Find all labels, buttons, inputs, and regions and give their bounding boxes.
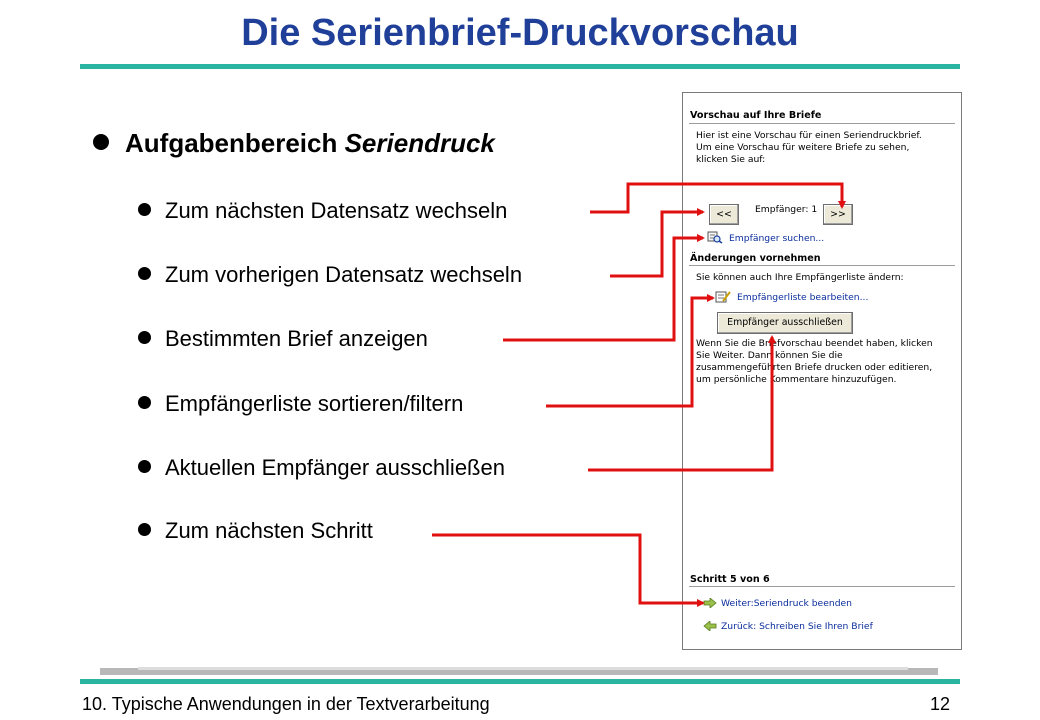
finish-help-line-4: um persönliche Kommentare hinzuzufügen. [696,374,897,385]
callout-next-record [590,184,842,212]
footer-chapter: 10. Typische Anwendungen in der Textverarbeitung [82,694,490,714]
edit-recipient-list-link[interactable]: Empfängerliste bearbeiten... [737,292,869,303]
preview-section-title: Vorschau auf Ihre Briefe [690,110,822,121]
sub-bullet-text: Empfängerliste sortieren/filtern [165,391,464,416]
find-recipient-link[interactable]: Empfänger suchen... [729,233,825,244]
bottom-divider [80,679,960,684]
footer-shadow-highlight [138,667,908,670]
changes-section-title: Änderungen vornehmen [690,253,821,264]
sub-bullet-text: Zum nächsten Datensatz wechseln [165,198,508,223]
preview-help-line-1: Hier ist eine Vorschau für einen Seriendruckbrief. [696,130,922,141]
finish-help-line-2: Sie Weiter. Dann können Sie die [696,350,843,361]
slide-title: Die Serienbrief-Druckvorschau [241,12,799,54]
callout-next-step [432,535,703,603]
main-bullet-italic: Seriendruck [344,128,495,158]
next-step-link[interactable]: Weiter:Seriendruck beenden [721,598,852,609]
finish-help-line-3: zusammengeführten Briefe drucken oder editieren, [696,362,933,373]
sub-bullet-text: Bestimmten Brief anzeigen [165,326,428,351]
preview-help-line-3: klicken Sie auf: [696,154,766,165]
callout-exclude [588,337,772,470]
step-title: Schritt 5 von 6 [690,574,770,585]
callout-show-letter [503,238,703,340]
callout-sort-filter [546,298,713,406]
page-number: 12 [930,694,951,714]
previous-recipient-button[interactable]: << [709,204,739,225]
sub-bullet-text: Zum vorherigen Datensatz wechseln [165,262,523,287]
next-recipient-button[interactable]: >> [823,204,853,225]
sub-bullet-text: Aktuellen Empfänger ausschließen [165,455,505,480]
exclude-recipient-button[interactable]: Empfänger ausschließen [717,312,853,334]
recipient-counter: Empfänger: 1 [755,204,818,215]
sub-bullet-text: Zum nächsten Schritt [165,518,373,543]
finish-help-line-1: Wenn Sie die Briefvorschau beendet haben, klicken [696,338,933,349]
previous-step-link[interactable]: Zurück: Schreiben Sie Ihren Brief [721,621,873,632]
preview-help-line-2: Um eine Vorschau für weitere Briefe zu sehen, [696,142,910,153]
callout-prev-record [610,212,703,276]
main-bullet-bold: Aufgabenbereich [125,128,345,158]
changes-help-text: Sie können auch Ihre Empfängerliste ändern: [696,272,904,283]
